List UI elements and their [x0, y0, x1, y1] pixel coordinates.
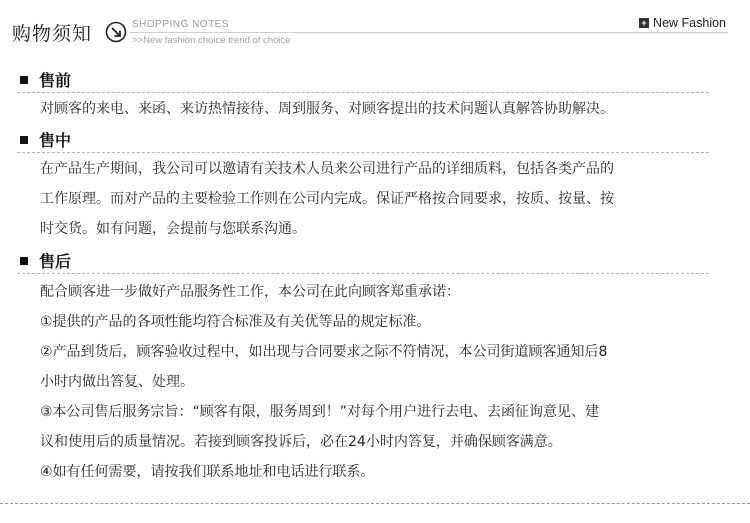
header-divider	[130, 32, 728, 33]
section-line: ④如有任何需要，请按我们联系地址和电话进行联系。	[40, 464, 375, 480]
section-line: 议和使用后的质量情况。若接到顾客投诉后，必在24小时内答复，并确保顾客满意。	[40, 434, 562, 450]
new-fashion-link[interactable]	[639, 16, 726, 30]
section-line: ①提供的产品的各项性能均符合标准及有关优等品的规定标准。	[40, 314, 431, 330]
section-title: 售后	[39, 252, 72, 271]
section-title: 售前	[39, 71, 72, 90]
section-heading-insale	[17, 130, 709, 153]
section-heading-presale	[17, 70, 709, 93]
square-bullet-icon	[20, 136, 28, 144]
footer-divider	[0, 503, 750, 504]
square-bullet-icon	[20, 76, 28, 84]
square-bullet-icon	[20, 257, 28, 265]
header-tagline: >>New fashion choice trend of choice	[132, 35, 291, 46]
circle-arrow-icon	[105, 21, 127, 43]
page-header	[0, 0, 750, 60]
section-line: 工作原理。而对产品的主要检验工作则在公司内完成。保证严格按合同要求，按质、按量、按	[40, 191, 614, 207]
section-line: ③本公司售后服务宗旨：“顾客有限，服务周到！”对每个用户进行去电、去函征询意见、建	[40, 404, 600, 420]
page-title: 购物须知	[12, 23, 93, 45]
section-line: 时交货。如有问题，会提前与您联系沟通。	[40, 221, 306, 237]
header-subtitle: SHOPPING NOTES	[132, 19, 230, 30]
section-line: 在产品生产期间，我公司可以邀请有关技术人员来公司进行产品的详细质料，包括各类产品的	[40, 161, 614, 177]
new-fashion-label: New Fashion	[653, 16, 726, 30]
section-line: 对顾客的来电、来函、来访热情接待、周到服务、对顾客提出的技术问题认真解答协助解决。	[40, 101, 614, 117]
section-line: ②产品到货后，顾客验收过程中，如出现与合同要求之际不符情况，本公司街道顾客通知后8	[40, 344, 608, 360]
plus-square-icon: +	[639, 18, 649, 28]
section-heading-aftersale	[17, 251, 709, 274]
section-line: 小时内做出答复、处理。	[40, 374, 194, 390]
section-title: 售中	[39, 131, 72, 150]
section-line: 配合顾客进一步做好产品服务性工作，本公司在此向顾客郑重承诺：	[40, 284, 460, 300]
